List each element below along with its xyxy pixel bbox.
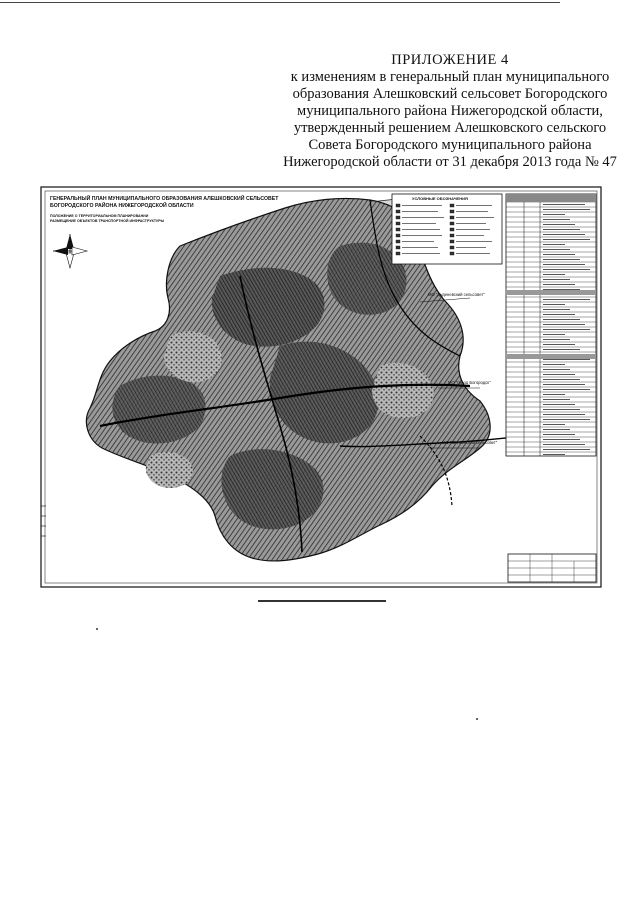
header-line-5: Совета Богородского муниципального района <box>308 137 592 153</box>
top-rule <box>0 2 560 3</box>
signature-line <box>258 600 386 602</box>
svg-text:УСЛОВНЫЕ ОБОЗНАЧЕНИЯ: УСЛОВНЫЕ ОБОЗНАЧЕНИЯ <box>412 196 468 201</box>
schedule-table <box>506 194 596 456</box>
svg-text:МО "город Богородск": МО "город Богородск" <box>448 380 491 385</box>
svg-text:МО "Шапкинский сельсовет": МО "Шапкинский сельсовет" <box>442 440 498 445</box>
svg-text:МО "Дуденевский сельсовет": МО "Дуденевский сельсовет" <box>428 292 485 297</box>
appendix-title: ПРИЛОЖЕНИЕ 4 <box>391 52 509 68</box>
scan-speck <box>96 628 98 630</box>
map-subtitle-line-2: РАЗМЕЩЕНИЕ ОБЪЕКТОВ ТРАНСПОРТНОЙ ИНФРАСТРУКТУРЫ <box>50 219 165 223</box>
map-sheet <box>40 186 602 588</box>
forest-zone-3 <box>112 376 205 444</box>
header-line-6: Нижегородской области от 31 декабря 2013 года № 47 <box>283 154 617 170</box>
map-title-line-1: ГЕНЕРАЛЬНЫЙ ПЛАН МУНИЦИПАЛЬНОГО ОБРАЗОВАНИЯ АЛЕШКОВСКИЙ СЕЛЬСОВЕТ <box>50 196 279 202</box>
header-line-1: к изменениям в генеральный план муниципального <box>290 69 610 85</box>
appendix-header <box>270 52 630 171</box>
header-line-2: образования Алешковский сельсовет Богородского <box>292 86 608 102</box>
map-title-line-2: БОГОРОДСКОГО РАЙОНА НИЖЕГОРОДСКОЙ ОБЛАСТИ <box>50 203 194 209</box>
header-line-4: утвержденный решением Алешковского сельского <box>293 120 607 136</box>
scan-speck <box>476 718 478 720</box>
legend-box <box>392 194 502 264</box>
title-block <box>508 554 596 582</box>
map-subtitle-line-1: ПОЛОЖЕНИЕ О ТЕРРИТОРИАЛЬНОМ ПЛАНИРОВАНИИ <box>50 214 149 218</box>
header-line-3: муниципального района Нижегородской области, <box>297 103 603 119</box>
